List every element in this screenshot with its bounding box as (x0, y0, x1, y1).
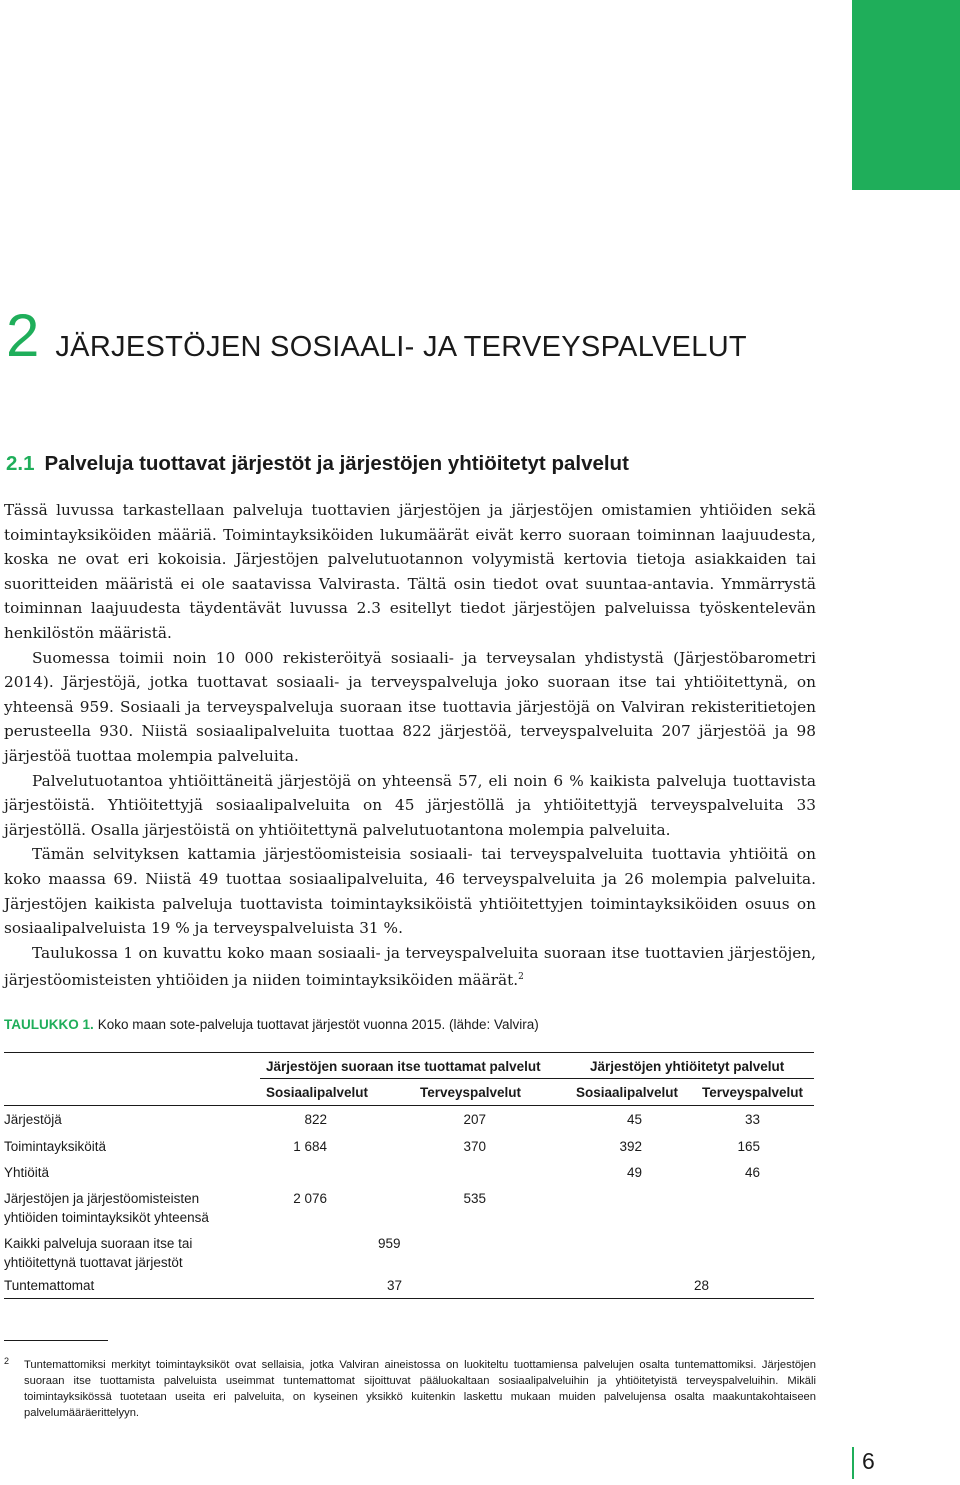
cell-health-yhtio: 165 (737, 1139, 760, 1154)
table-top-rule (4, 1052, 814, 1053)
subheader-health-yhtio: Terveyspalvelut (702, 1085, 804, 1100)
page-number-rule (852, 1447, 854, 1479)
cell-unknown-direct: 37 (387, 1278, 403, 1293)
subheader-social-yhtio: Sosiaalipalvelut (576, 1085, 679, 1100)
footnote-number: 2 (4, 1356, 10, 1366)
row-label: Yhtiöitä (4, 1165, 50, 1180)
paragraph-4: Tämän selvityksen kattamia järjestöomisteisia sosiaali- tai terveyspalveluita tuottavia yhtiöitä on koko maassa 69. Niistä 49 tuottaa sosiaalipalveluita, 46 terveyspalveluita ja 26 molempia palveluita. Järjestöjen kaikista palveluja tuottavista toimintayksiköistä yhtiöitettyjen toimintayksiköiden osuus on sosiaalipalveluista 19 % ja terveyspalveluista 31 %. (4, 845, 816, 938)
chapter-number: 2 (6, 302, 40, 369)
cell-health-direct: 207 (463, 1112, 486, 1127)
chapter-color-tab (852, 0, 960, 190)
row-label: Kaikki palveluja suoraan itse tai (4, 1236, 193, 1251)
paragraph-5 (4, 941, 816, 993)
row-label: Järjestöjen ja järjestöomisteisten (4, 1191, 200, 1206)
cell-social-direct: 1 684 (293, 1139, 327, 1154)
cell-social-direct: 2 076 (293, 1191, 327, 1206)
cell-health-direct: 535 (463, 1191, 486, 1206)
paragraph-3: Palvelutuotantoa yhtiöittäneitä järjestöjä on yhteensä 57, eli noin 6 % kaikista palveluja tuottavista järjestöistä. Yhtiöitettyjä sosiaalipalveluita on 45 järjestöllä ja yhtiöitettyjä terveyspalveluita 33 järjestöllä. Osalla järjestöistä on yhtiöitettynä palvelutuotantona molempia palveluita. (4, 771, 816, 839)
cell-social-yhtio: 392 (619, 1139, 642, 1154)
cell-health-yhtio: 46 (744, 1165, 760, 1180)
cell-social-yhtio: 49 (626, 1165, 642, 1180)
row-label-line-2: yhtiöiden toimintayksiköt yhteensä (4, 1210, 209, 1225)
footnote-text: Tuntemattomiksi merkityt toimintayksiköt ovat sellaisia, jotka Valviran aineistossa on luokiteltu tuottamiensa palvelujen osalta tuntemattomiksi. Järjestöjen suoraan itse tuottamista palveluista useimmat tuntemattomat sijoittuvat pääluokaltaan sosiaalipalveluihin ja yhtiöitetyistä terveyspalveluihin. Mikäli toimintayksikössä tuotetaan useita eri palveluita, on kyseinen yksikkö kuitenkin laskettu mukaan muiden palvelujensa osalta maakuntakohtaiseen palvelumääräerittelyyn. (24, 1359, 816, 1419)
row-label: Järjestöjä (4, 1112, 62, 1127)
chapter-heading (6, 302, 747, 369)
group-header-yhtio: Järjestöjen yhtiöitetyt palvelut (590, 1059, 785, 1074)
group-header-rule (260, 1078, 814, 1079)
row-label-line-2: yhtiöitettynä tuottavat järjestöt (4, 1255, 183, 1270)
paragraph-5-text: Taulukossa 1 on kuvattu koko maan sosiaali- ja terveyspalveluita suoraan itse tuottavien järjestöjen, järjestöomisteisten yhtiöiden ja niiden toimintayksiköiden määrät. (4, 943, 816, 990)
cell-health-yhtio: 33 (744, 1112, 760, 1127)
paragraph-1: Tässä luvussa tarkastellaan palveluja tuottavien järjestöjen ja järjestöjen omistamien yhtiöiden sekä toimintayksiköiden määriä. Toimintayksiköiden lukumäärät eivät kerro suoraan toiminnan laajuudesta, koska ne ovat eri kokoisia. Järjestöjen palvelutuotannon volyymistä kertovia tietoja asiakkaiden tai suoritteiden määristä ei ole saatavissa Valvirasta. Tältä osin tiedot ovat suuntaa-antavia. Ymmärrystä toiminnan laajuudesta täydentävät luvussa 2.3 esitellyt tiedot järjestöjen palveluissa työskentelevän henkilöstön määristä. (4, 501, 816, 642)
cell-social-yhtio: 45 (626, 1112, 642, 1127)
row-label: Tuntemattomat (4, 1278, 95, 1293)
table-label: TAULUKKO 1. (4, 1017, 94, 1032)
body-text (4, 498, 816, 993)
chapter-title: JÄRJESTÖJEN SOSIAALI- JA TERVEYSPALVELUT (55, 331, 747, 363)
footnote-rule (4, 1340, 108, 1341)
row-label: Toimintayksiköitä (4, 1139, 107, 1154)
cell-social-direct: 822 (304, 1112, 327, 1127)
section-number: 2.1 (6, 452, 35, 475)
paragraph-2: Suomessa toimii noin 10 000 rekisteröityä sosiaali- ja terveysalan yhdistystä (Järjestöbarometri 2014). Järjestöjä, jotka tuottavat sosiaali- ja terveyspalveluja joko suoraan itse tai yhtiöitettynä, on yhteensä 959. Sosiaali ja terveyspalveluja suoraan itse tuottavia järjestöjä on Valviran rekisteritietojen perusteella 930. Niistä sosiaalipalveluita tuottaa 822 järjestöä, terveyspalveluita 207 järjestöä ja 98 järjestöä tuottaa molempia palveluita. (4, 648, 816, 765)
cell-unknown-yhtio: 28 (694, 1278, 710, 1293)
cell-combined-total: 959 (378, 1236, 401, 1251)
page-number: 6 (862, 1448, 875, 1474)
header-bottom-rule (4, 1105, 814, 1106)
footnote-reference: 2 (518, 972, 524, 983)
group-header-direct: Järjestöjen suoraan itse tuottamat palvelut (266, 1059, 541, 1074)
cell-health-direct: 370 (463, 1139, 486, 1154)
table-caption (4, 1017, 539, 1032)
section-heading (6, 452, 629, 476)
section-title: Palveluja tuottavat järjestöt ja järjestöjen yhtiöitetyt palvelut (44, 452, 629, 475)
table-caption-text: Koko maan sote-palveluja tuottavat järjestöt vuonna 2015. (lähde: Valvira) (97, 1017, 539, 1032)
table-bottom-rule (4, 1298, 814, 1299)
subheader-health-direct: Terveyspalvelut (420, 1085, 522, 1100)
subheader-social-direct: Sosiaalipalvelut (266, 1085, 369, 1100)
